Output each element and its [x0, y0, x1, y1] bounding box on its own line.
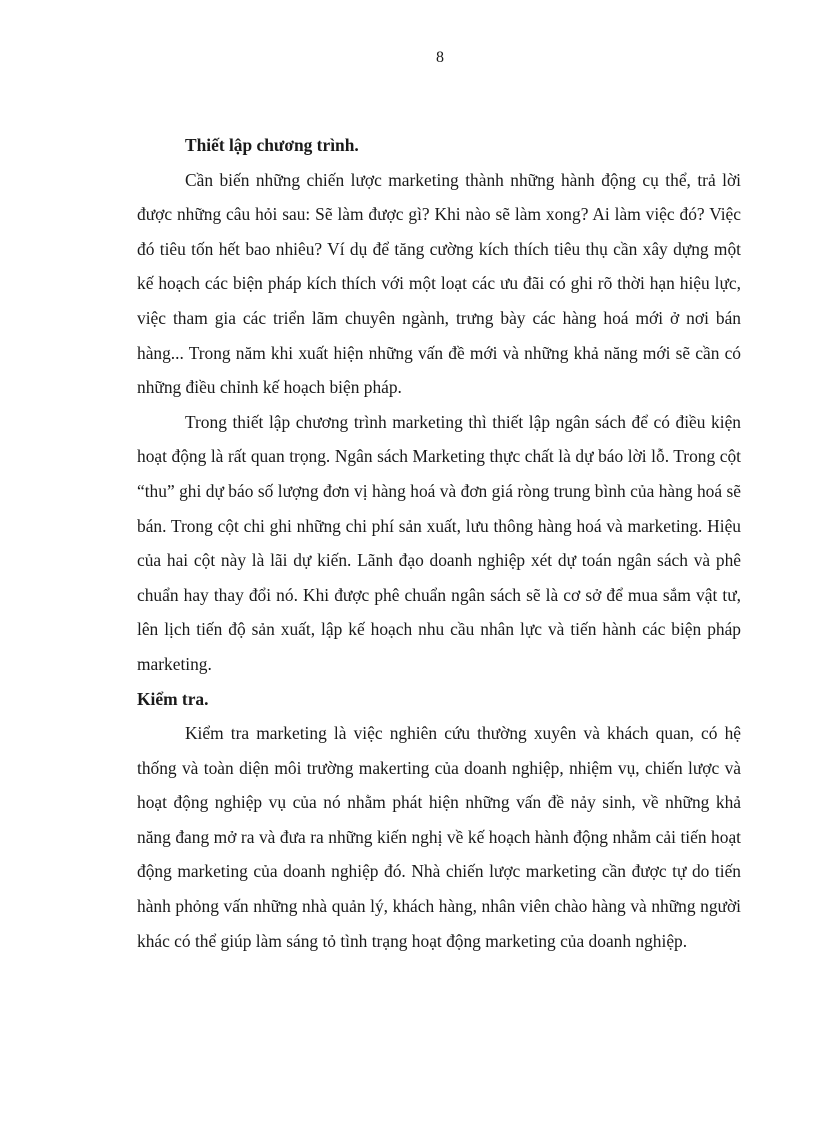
page-number: 8 — [436, 49, 444, 66]
section-heading-program: Thiết lập chương trình. — [185, 135, 359, 155]
paragraph-control-1: Kiểm tra marketing là việc nghiên cứu thường xuyên và khách quan, có hệ thống và toàn diện môi trường makerting của doanh nghiệp, nhiệm vụ, chiến lược và hoạt động nghiệp vụ của nó nhằm phát hiện những vấn đề nảy sinh, về những khả năng đang mở ra và đưa ra những kiến nghị về kế hoạch hành động nhằm cải tiến hoạt động marketing của doanh nghiệp đó. Nhà chiến lược marketing cần được tự do tiến hành phỏng vấn những nhà quản lý, khách hàng, nhân viên chào hàng và những người khác có thể giúp làm sáng tỏ tình trạng hoạt động marketing của doanh nghiệp. — [137, 723, 741, 951]
paragraph-program-2: Trong thiết lập chương trình marketing thì thiết lập ngân sách để có điều kiện hoạt động là rất quan trọng. Ngân sách Marketing thực chất là dự báo lời lỗ. Trong cột “thu” ghi dự báo số lượng đơn vị hàng hoá và đơn giá ròng trung bình của hàng hoá sẽ bán. Trong cột chi ghi những chi phí sản xuất, lưu thông hàng hoá và marketing. Hiệu của hai cột này là lãi dự kiến. Lãnh đạo doanh nghiệp xét dự toán ngân sách và phê chuẩn hay thay đổi nó. Khi được phê chuẩn ngân sách sẽ là cơ sở để mua sắm vật tư, lên lịch tiến độ sản xuất, lập kế hoạch nhu cầu nhân lực và tiến hành các biện pháp marketing. — [137, 411, 741, 674]
document-body — [137, 128, 741, 958]
section-heading-control: Kiểm tra. — [137, 688, 209, 709]
paragraph-program-1: Cần biến những chiến lược marketing thành những hành động cụ thể, trả lời được những câu hỏi sau: Sẽ làm được gì? Khi nào sẽ làm xong? Ai làm việc đó? Việc đó tiêu tốn hết bao nhiêu? Ví dụ để tăng cường kích thích tiêu thụ cần xây dựng một kế hoạch các biện pháp kích thích với một loạt các ưu đãi có ghi rõ thời hạn hiệu lực, việc tham gia các triển lãm chuyên ngành, trưng bày các hàng hoá mới ở nơi bán hàng... Trong năm khi xuất hiện những vấn đề mới và những khả năng mới sẽ cần có những điều chỉnh kế hoạch biện pháp. — [137, 169, 741, 398]
